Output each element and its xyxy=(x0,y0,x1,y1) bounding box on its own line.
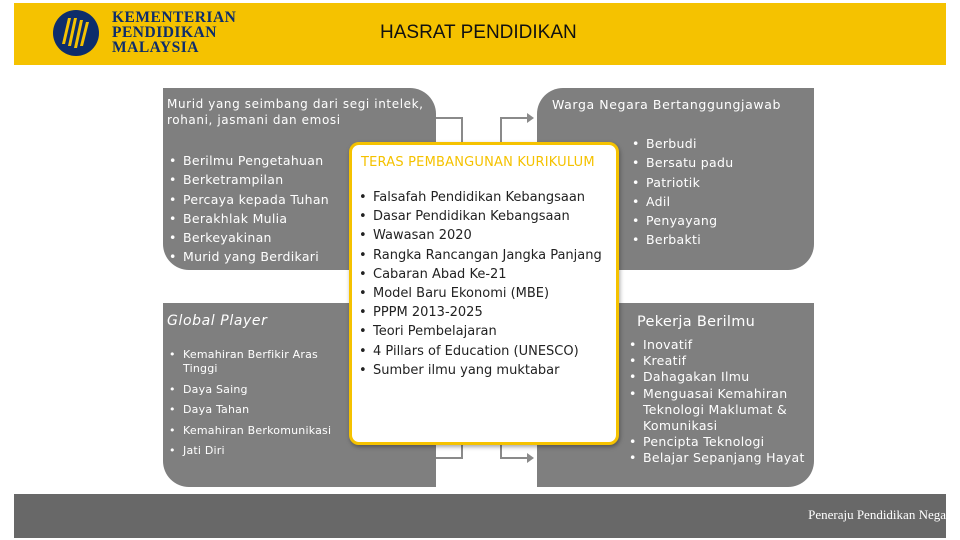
panel-list xyxy=(632,134,733,250)
list-item: • Penyayang xyxy=(632,211,733,230)
list-item: • Percaya kepada Tuhan xyxy=(169,190,329,209)
ministry-logo xyxy=(52,8,252,58)
panel-list xyxy=(169,348,349,465)
panel-title: Murid yang seimbang dari segi intelek, rohani, jasmani dan emosi xyxy=(167,97,424,127)
list-item: • Inovatif xyxy=(629,337,819,353)
list-item: • Berilmu Pengetahuan xyxy=(169,151,329,170)
footer-bar xyxy=(14,494,946,538)
footer-text: Peneraju Pendidikan Nega xyxy=(808,507,946,522)
teras-pembangunan-box xyxy=(349,142,619,445)
list-item: • Berketrampilan xyxy=(169,170,329,189)
list-item: • Berkeyakinan xyxy=(169,228,329,247)
list-item: • Daya Saing xyxy=(169,383,349,397)
logo-line: MALAYSIA xyxy=(112,39,199,56)
page-title: HASRAT PENDIDIKAN xyxy=(380,22,577,43)
panel-title: Pekerja Berilmu xyxy=(637,314,756,330)
list-item: • Dahagakan Ilmu xyxy=(629,369,819,385)
list-item: • Berbudi xyxy=(632,134,733,153)
list-item: • Murid yang Berdikari xyxy=(169,247,329,266)
list-item: • Jati Diri xyxy=(169,444,349,458)
logo-line: KEMENTERIAN xyxy=(112,9,237,26)
panel-title: Global Player xyxy=(167,313,268,329)
logo-wordmark xyxy=(112,10,236,55)
panel-list xyxy=(629,337,819,467)
list-item: • Cabaran Abad Ke-21 xyxy=(359,265,611,284)
list-item: • Belajar Sepanjang Hayat xyxy=(629,450,819,466)
panel-title: Warga Negara Bertanggungjawab xyxy=(552,97,782,112)
list-item: • Adil xyxy=(632,192,733,211)
center-list xyxy=(359,188,611,380)
list-item: • PPPM 2013-2025 xyxy=(359,303,611,322)
list-item: • Kemahiran Berfikir Aras Tinggi xyxy=(169,348,349,376)
list-item: • Rangka Rancangan Jangka Panjang xyxy=(359,246,611,265)
list-item: • Pencipta Teknologi xyxy=(629,434,819,450)
list-item: • Menguasai Kemahiran Teknologi Maklumat & Komunikasi xyxy=(629,386,819,435)
list-item: • Kemahiran Berkomunikasi xyxy=(169,424,349,438)
logo-line: PENDIDIKAN xyxy=(112,24,217,41)
list-item: • Kreatif xyxy=(629,353,819,369)
list-item: • Patriotik xyxy=(632,173,733,192)
list-item: • 4 Pillars of Education (UNESCO) xyxy=(359,342,611,361)
list-item: • Wawasan 2020 xyxy=(359,226,611,245)
center-title: TERAS PEMBANGUNAN KURIKULUM xyxy=(361,155,595,170)
list-item: • Daya Tahan xyxy=(169,403,349,417)
list-item: • Berakhlak Mulia xyxy=(169,209,329,228)
list-item: • Teori Pembelajaran xyxy=(359,322,611,341)
list-item: • Model Baru Ekonomi (MBE) xyxy=(359,284,611,303)
panel-list xyxy=(169,151,329,267)
list-item: • Falsafah Pendidikan Kebangsaan xyxy=(359,188,611,207)
list-item: • Berbakti xyxy=(632,230,733,249)
list-item: • Bersatu padu xyxy=(632,153,733,172)
list-item: • Sumber ilmu yang muktabar xyxy=(359,361,611,380)
list-item: • Dasar Pendidikan Kebangsaan xyxy=(359,207,611,226)
logo-emblem-icon xyxy=(52,8,100,58)
